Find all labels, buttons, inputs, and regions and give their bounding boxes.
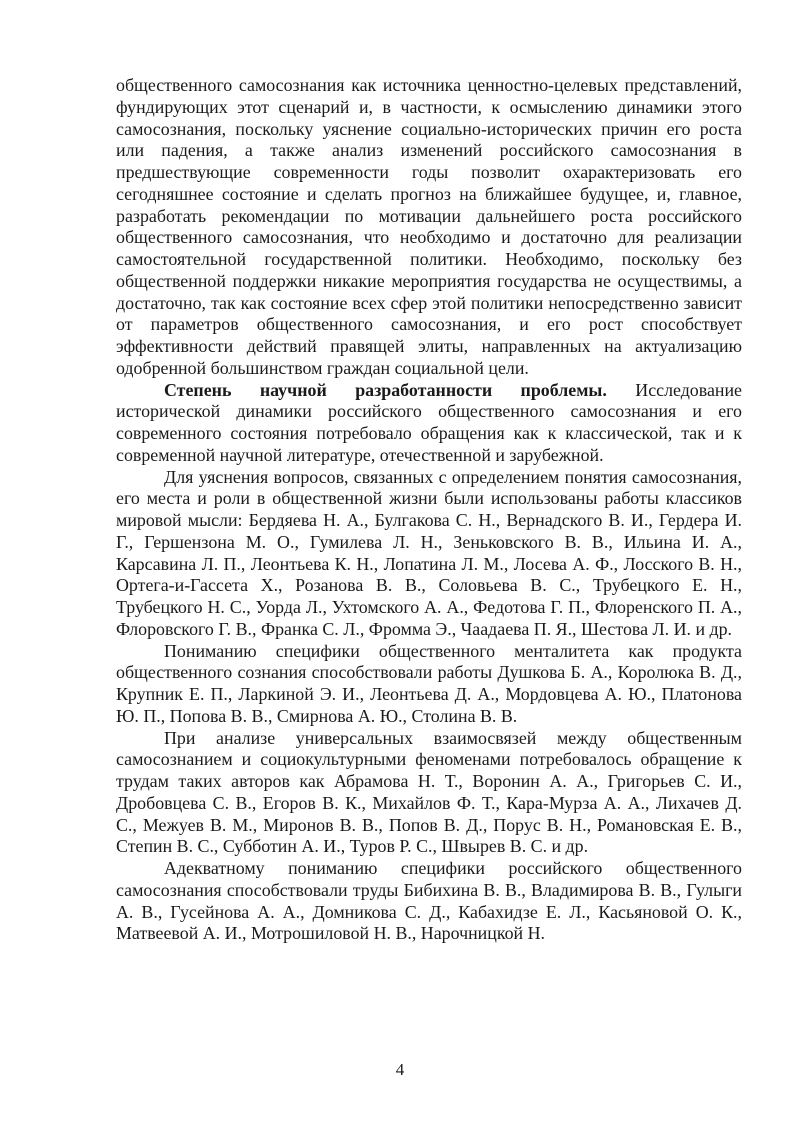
paragraph-2 [116, 380, 742, 467]
body-text [116, 75, 742, 945]
paragraph-5: При анализе универсальных взаимосвязей между общественным самосознанием и социокультурными феноменами потребовалось обращение к трудам таких авторов как Абрамова Н. Т., Воронин А. А., Григорьев С. И., Дробовцева С. В., Егоров В. К., Михайлов Ф. Т., Кара-Мурза А. А., Лихачев Д. С., Межуев В. М., Миронов В. В., Попов В. Д., Порус В. Н., Романовская Е. В., Степин В. С., Субботин А. И., Туров Р. С., Швырев В. С. и др. [116, 727, 742, 857]
paragraph-2-text: Исследование исторической динамики российского общественного самосознания и его современного состояния потребовало обращения как к классической, так и к современной научной литературе, отечественной и зарубежной. [116, 379, 742, 465]
section-heading: Степень научной разработанности проблемы. [164, 379, 607, 400]
paragraph-3: Для уяснения вопросов, связанных с определением понятия самосознания, его места и роли в общественной жизни были использованы работы классиков мировой мысли: Бердяева Н. А., Булгакова С. Н., Вернадского В. И., Гердера И. Г., Гершензона М. О., Гумилева Л. Н., Зеньковского В. В., Ильина И. А., Карсавина Л. П., Леонтьева К. Н., Лопатина Л. М., Лосева А. Ф., Лосского В. Н., Ортега-и-Гассета Х., Розанова В. В., Соловьева В. С., Трубецкого Е. Н., Трубецкого Н. С., Уорда Л., Ухтомского А. А., Федотова Г. П., Флоренского П. А., Флоровского Г. В., Франка С. Л., Фромма Э., Чаадаева П. Я., Шестова Л. И. и др. [116, 466, 742, 639]
paragraph-6: Адекватному пониманию специфики российского общественного самосознания способствовали труды Бибихина В. В., Владимирова В. В., Гулыги А. В., Гусейнова А. А., Домникова С. Д., Кабахидзе Е. Л., Касьяновой О. К., Матвеевой А. И., Мотрошиловой Н. В., Нарочницкой Н. [116, 858, 742, 944]
paragraph-1: общественного самосознания как источника ценностно-целевых представлений, фундирующих этот сценарий и, в частности, к осмыслению динамики этого самосознания, поскольку уяснение социально-исторических причин его роста или падения, а также анализ изменений российского самосознания в предшествующие современности годы позволит охарактеризовать его сегодняшнее состояние и сделать прогноз на ближайшее будущее, и, главное, разработать рекомендации по мотивации дальнейшего роста российского общественного самосознания, что необходимо и достаточно для реализации самостоятельной государственной политики. Необходимо, поскольку без общественной поддержки никакие мероприятия государства не осуществимы, а достаточно, так как состояние всех сфер этой политики непосредственно зависит от параметров общественного самосознания, и его рост способствует эффективности действий правящей элиты, направленных на актуализацию одобренной большинством граждан социальной цели. [116, 75, 742, 378]
page-number: 4 [395, 1060, 405, 1079]
paragraph-4: Пониманию специфики общественного менталитета как продукта общественного сознания способствовали работы Душкова Б. А., Королюка В. Д., Крупник Е. П., Ларкиной Э. И., Леонтьева Д. А., Мордовцева А. Ю., Платонова Ю. П., Попова В. В., Смирнова А. Ю., Столина В. В. [116, 640, 742, 726]
